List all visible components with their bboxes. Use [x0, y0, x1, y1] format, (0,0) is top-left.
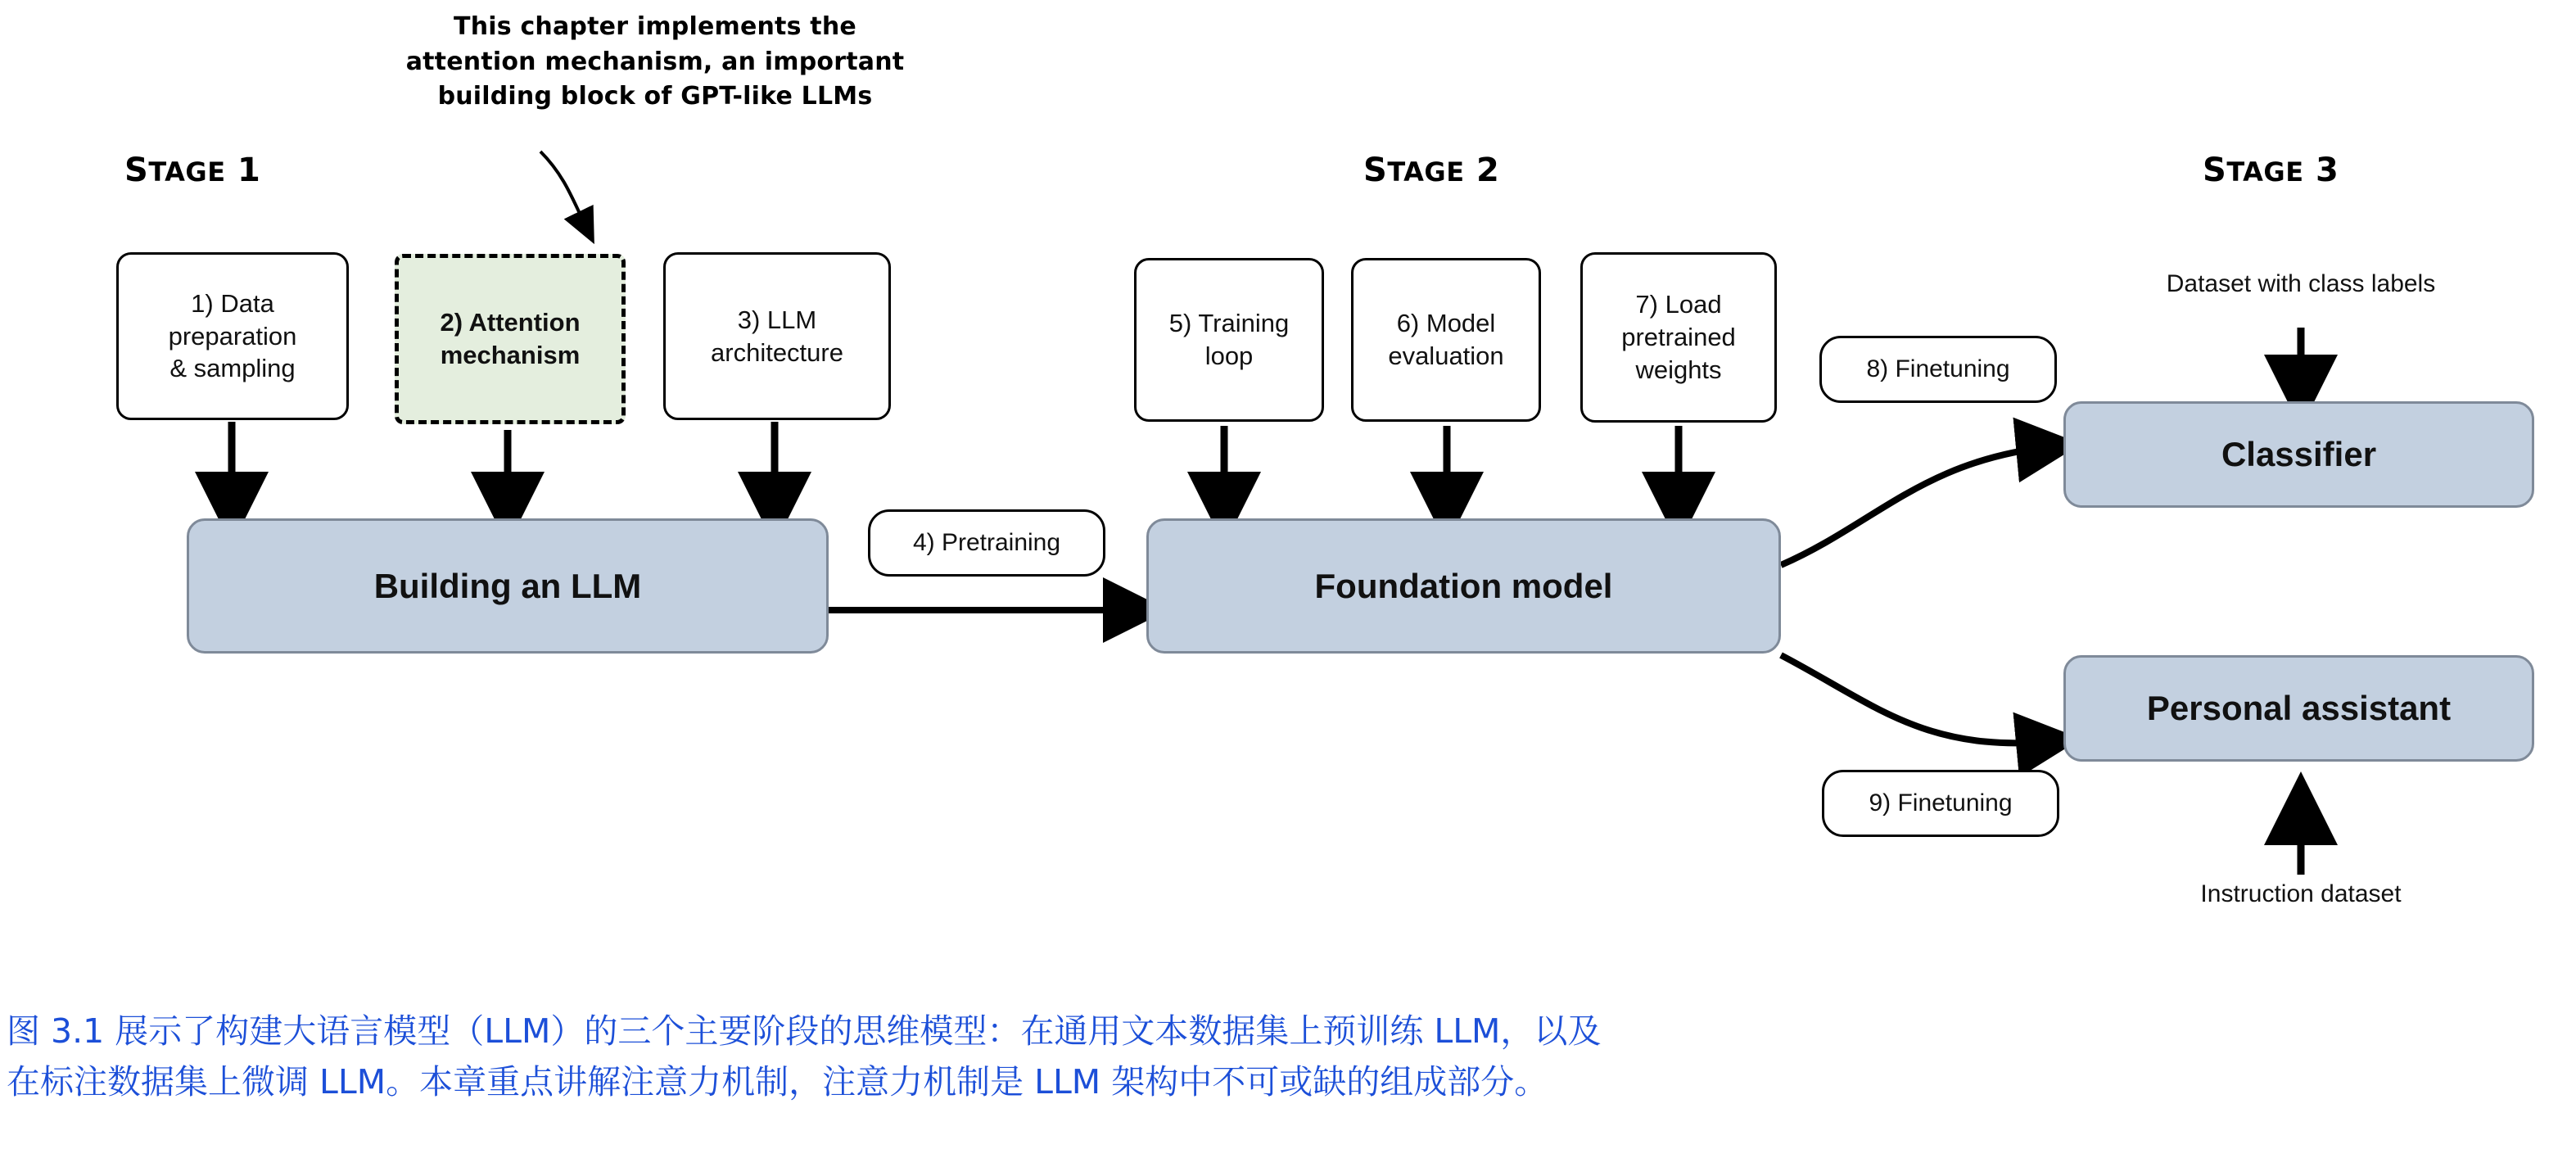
box-building-an-llm-label: Building an LLM	[373, 566, 642, 605]
box-training-loop[interactable]	[1134, 258, 1324, 422]
box-training-loop-line-2: loop	[1204, 342, 1254, 370]
stage-1-title-initial: S	[124, 152, 149, 189]
figure-caption-line-2: 在标注数据集上微调 LLM。本章重点讲解注意力机制，注意力机制是 LLM 架构中不可或缺的组成部分。	[7, 1062, 1548, 1102]
stage-2-title-rest: TAGE	[1387, 156, 1465, 188]
box-model-evaluation-line-2: evaluation	[1388, 342, 1504, 370]
stage-3-title	[2203, 152, 2339, 189]
label-dataset-with-class-labels: Dataset with class labels	[2166, 270, 2436, 297]
box-personal-assistant-label: Personal assistant	[2146, 689, 2452, 727]
box-finetuning-8-label: 8) Finetuning	[1866, 355, 2010, 382]
stage-2-title	[1363, 152, 1499, 189]
box-building-an-llm[interactable]	[187, 518, 829, 654]
box-data-preparation-line-2: preparation	[168, 321, 297, 351]
box-load-pretrained-weights[interactable]	[1580, 252, 1777, 423]
box-llm-architecture[interactable]	[663, 252, 891, 420]
box-personal-assistant[interactable]	[2063, 655, 2534, 762]
box-classifier[interactable]	[2063, 401, 2534, 508]
box-classifier-label: Classifier	[2221, 435, 2377, 473]
box-finetuning-9-label: 9) Finetuning	[1869, 789, 2013, 816]
box-data-preparation-line-3: & sampling	[169, 354, 296, 383]
box-llm-architecture-line-1: 3) LLM	[737, 305, 817, 334]
label-instruction-dataset: Instruction dataset	[2200, 880, 2402, 907]
box-pretraining[interactable]	[868, 509, 1105, 577]
stage-2-title-initial: S	[1363, 152, 1388, 189]
box-llm-architecture-line-2: architecture	[711, 337, 843, 367]
box-foundation-model[interactable]	[1146, 518, 1781, 654]
box-attention-mechanism-line-1: 2) Attention	[440, 308, 581, 337]
figure-caption-line-1: 图 3.1 展示了构建大语言模型（LLM）的三个主要阶段的思维模型：在通用文本数据集上预训练 LLM，以及	[7, 1011, 1602, 1051]
stage-1-title-rest: TAGE	[148, 156, 226, 188]
box-foundation-model-label: Foundation model	[1314, 566, 1613, 605]
stage-1-title-number: 1	[237, 152, 261, 189]
box-data-preparation[interactable]	[116, 252, 349, 420]
box-data-preparation-line-1: 1) Data	[191, 288, 274, 318]
chapter-annotation-note	[385, 10, 925, 115]
stage-3-title-initial: S	[2203, 152, 2227, 189]
box-model-evaluation-line-1: 6) Model	[1396, 309, 1496, 338]
box-pretraining-label: 4) Pretraining	[912, 528, 1061, 556]
box-load-pretrained-weights-line-1: 7) Load	[1635, 290, 1722, 319]
box-finetuning-8[interactable]	[1819, 336, 2057, 403]
box-model-evaluation[interactable]	[1351, 258, 1541, 422]
box-training-loop-line-1: 5) Training	[1168, 309, 1290, 338]
stage-2-title-number: 2	[1476, 152, 1500, 189]
box-attention-mechanism-line-2: mechanism	[440, 341, 581, 369]
box-load-pretrained-weights-line-3: weights	[1635, 355, 1722, 384]
box-finetuning-9[interactable]	[1822, 770, 2059, 837]
note-line-2: attention mechanism, an important	[405, 47, 905, 76]
stage-1-title	[124, 152, 260, 189]
figure-caption	[7, 1006, 2569, 1108]
note-line-3: building block of GPT-like LLMs	[437, 82, 873, 111]
stage-3-title-number: 3	[2315, 152, 2339, 189]
stage-3-title-rest: TAGE	[2226, 156, 2304, 188]
box-attention-mechanism[interactable]	[395, 254, 626, 424]
box-load-pretrained-weights-line-2: pretrained	[1621, 323, 1736, 352]
note-line-1: This chapter implements the	[454, 12, 856, 41]
